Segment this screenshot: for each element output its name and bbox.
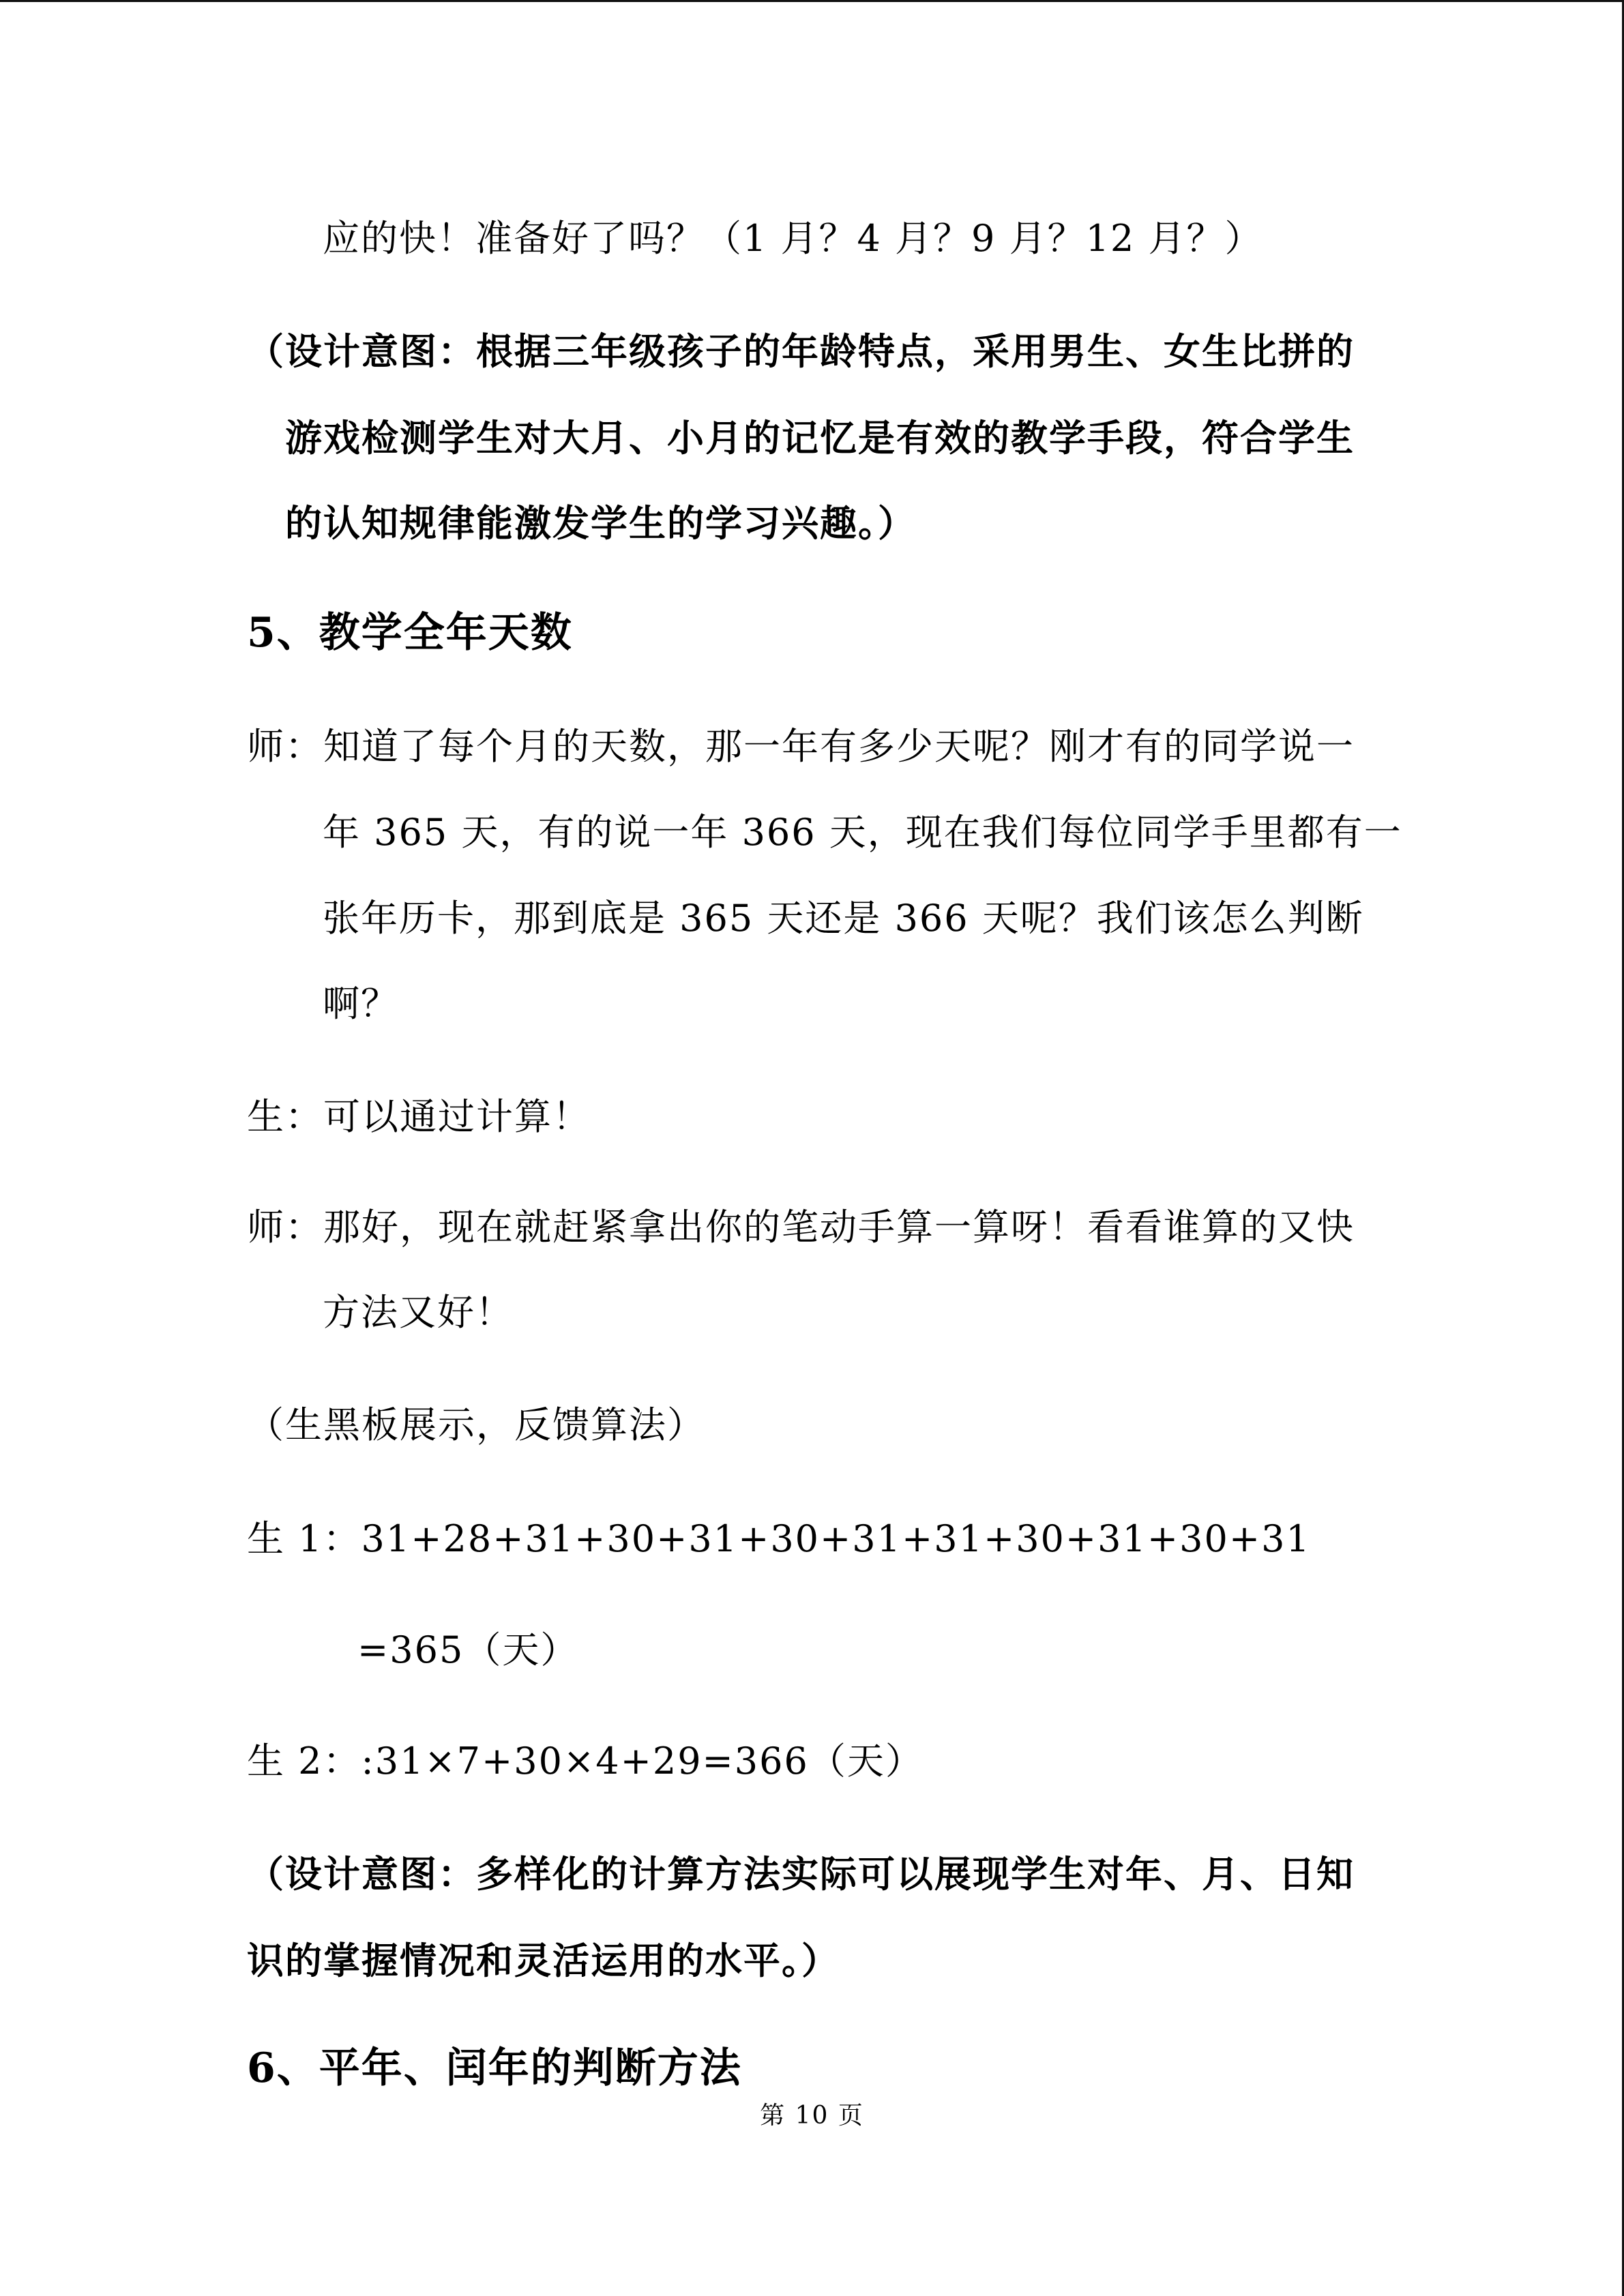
design-note-line: 的认知规律能激发学生的学习兴趣。） xyxy=(285,501,916,545)
design-note-line: （设计意图：多样化的计算方法实际可以展现学生对年、月、日知 xyxy=(247,1852,1355,1896)
design-note-line: 识的掌握情况和灵活运用的水平。） xyxy=(247,1939,840,1982)
text-line: 应的快！准备好了吗？（1 月？4 月？9 月？12 月？） xyxy=(323,217,1263,260)
dialogue-line: 师：知道了每个月的天数，那一年有多少天呢？刚才有的同学说一 xyxy=(247,725,1355,768)
dialogue-line: 师：那好，现在就赶紧拿出你的笔动手算一算呀！看看谁算的又快 xyxy=(247,1206,1355,1249)
dialogue-line: 年 365 天，有的说一年 366 天，现在我们每位同学手里都有一 xyxy=(323,811,1402,854)
section-heading-5: 5、教学全年天数 xyxy=(247,609,573,657)
dialogue-line: 啊？ xyxy=(323,982,399,1025)
design-note-line: （设计意图：根据三年级孩子的年龄特点，采用男生、女生比拼的 xyxy=(247,329,1355,373)
dialogue-line: 生：可以通过计算！ xyxy=(247,1095,591,1138)
stage-note: （生黑板展示，反馈算法） xyxy=(247,1403,705,1446)
page-border-top xyxy=(0,0,1624,2)
calculation-result: =365（天） xyxy=(357,1628,579,1671)
calculation-line: 生 2：:31×7+30×4+29=366（天） xyxy=(247,1740,924,1783)
design-note-line: 游戏检测学生对大月、小月的记忆是有效的教学手段，符合学生 xyxy=(285,416,1355,460)
section-heading-6: 6、平年、闰年的判断方法 xyxy=(247,2044,742,2092)
dialogue-line: 方法又好！ xyxy=(323,1291,514,1334)
dialogue-line: 张年历卡，那到底是 365 天还是 366 天呢？我们该怎么判断 xyxy=(323,897,1364,940)
page-number: 第 10 页 xyxy=(760,2102,864,2130)
calculation-line: 生 1：31+28+31+30+31+30+31+31+30+31+30+31 xyxy=(247,1517,1311,1560)
